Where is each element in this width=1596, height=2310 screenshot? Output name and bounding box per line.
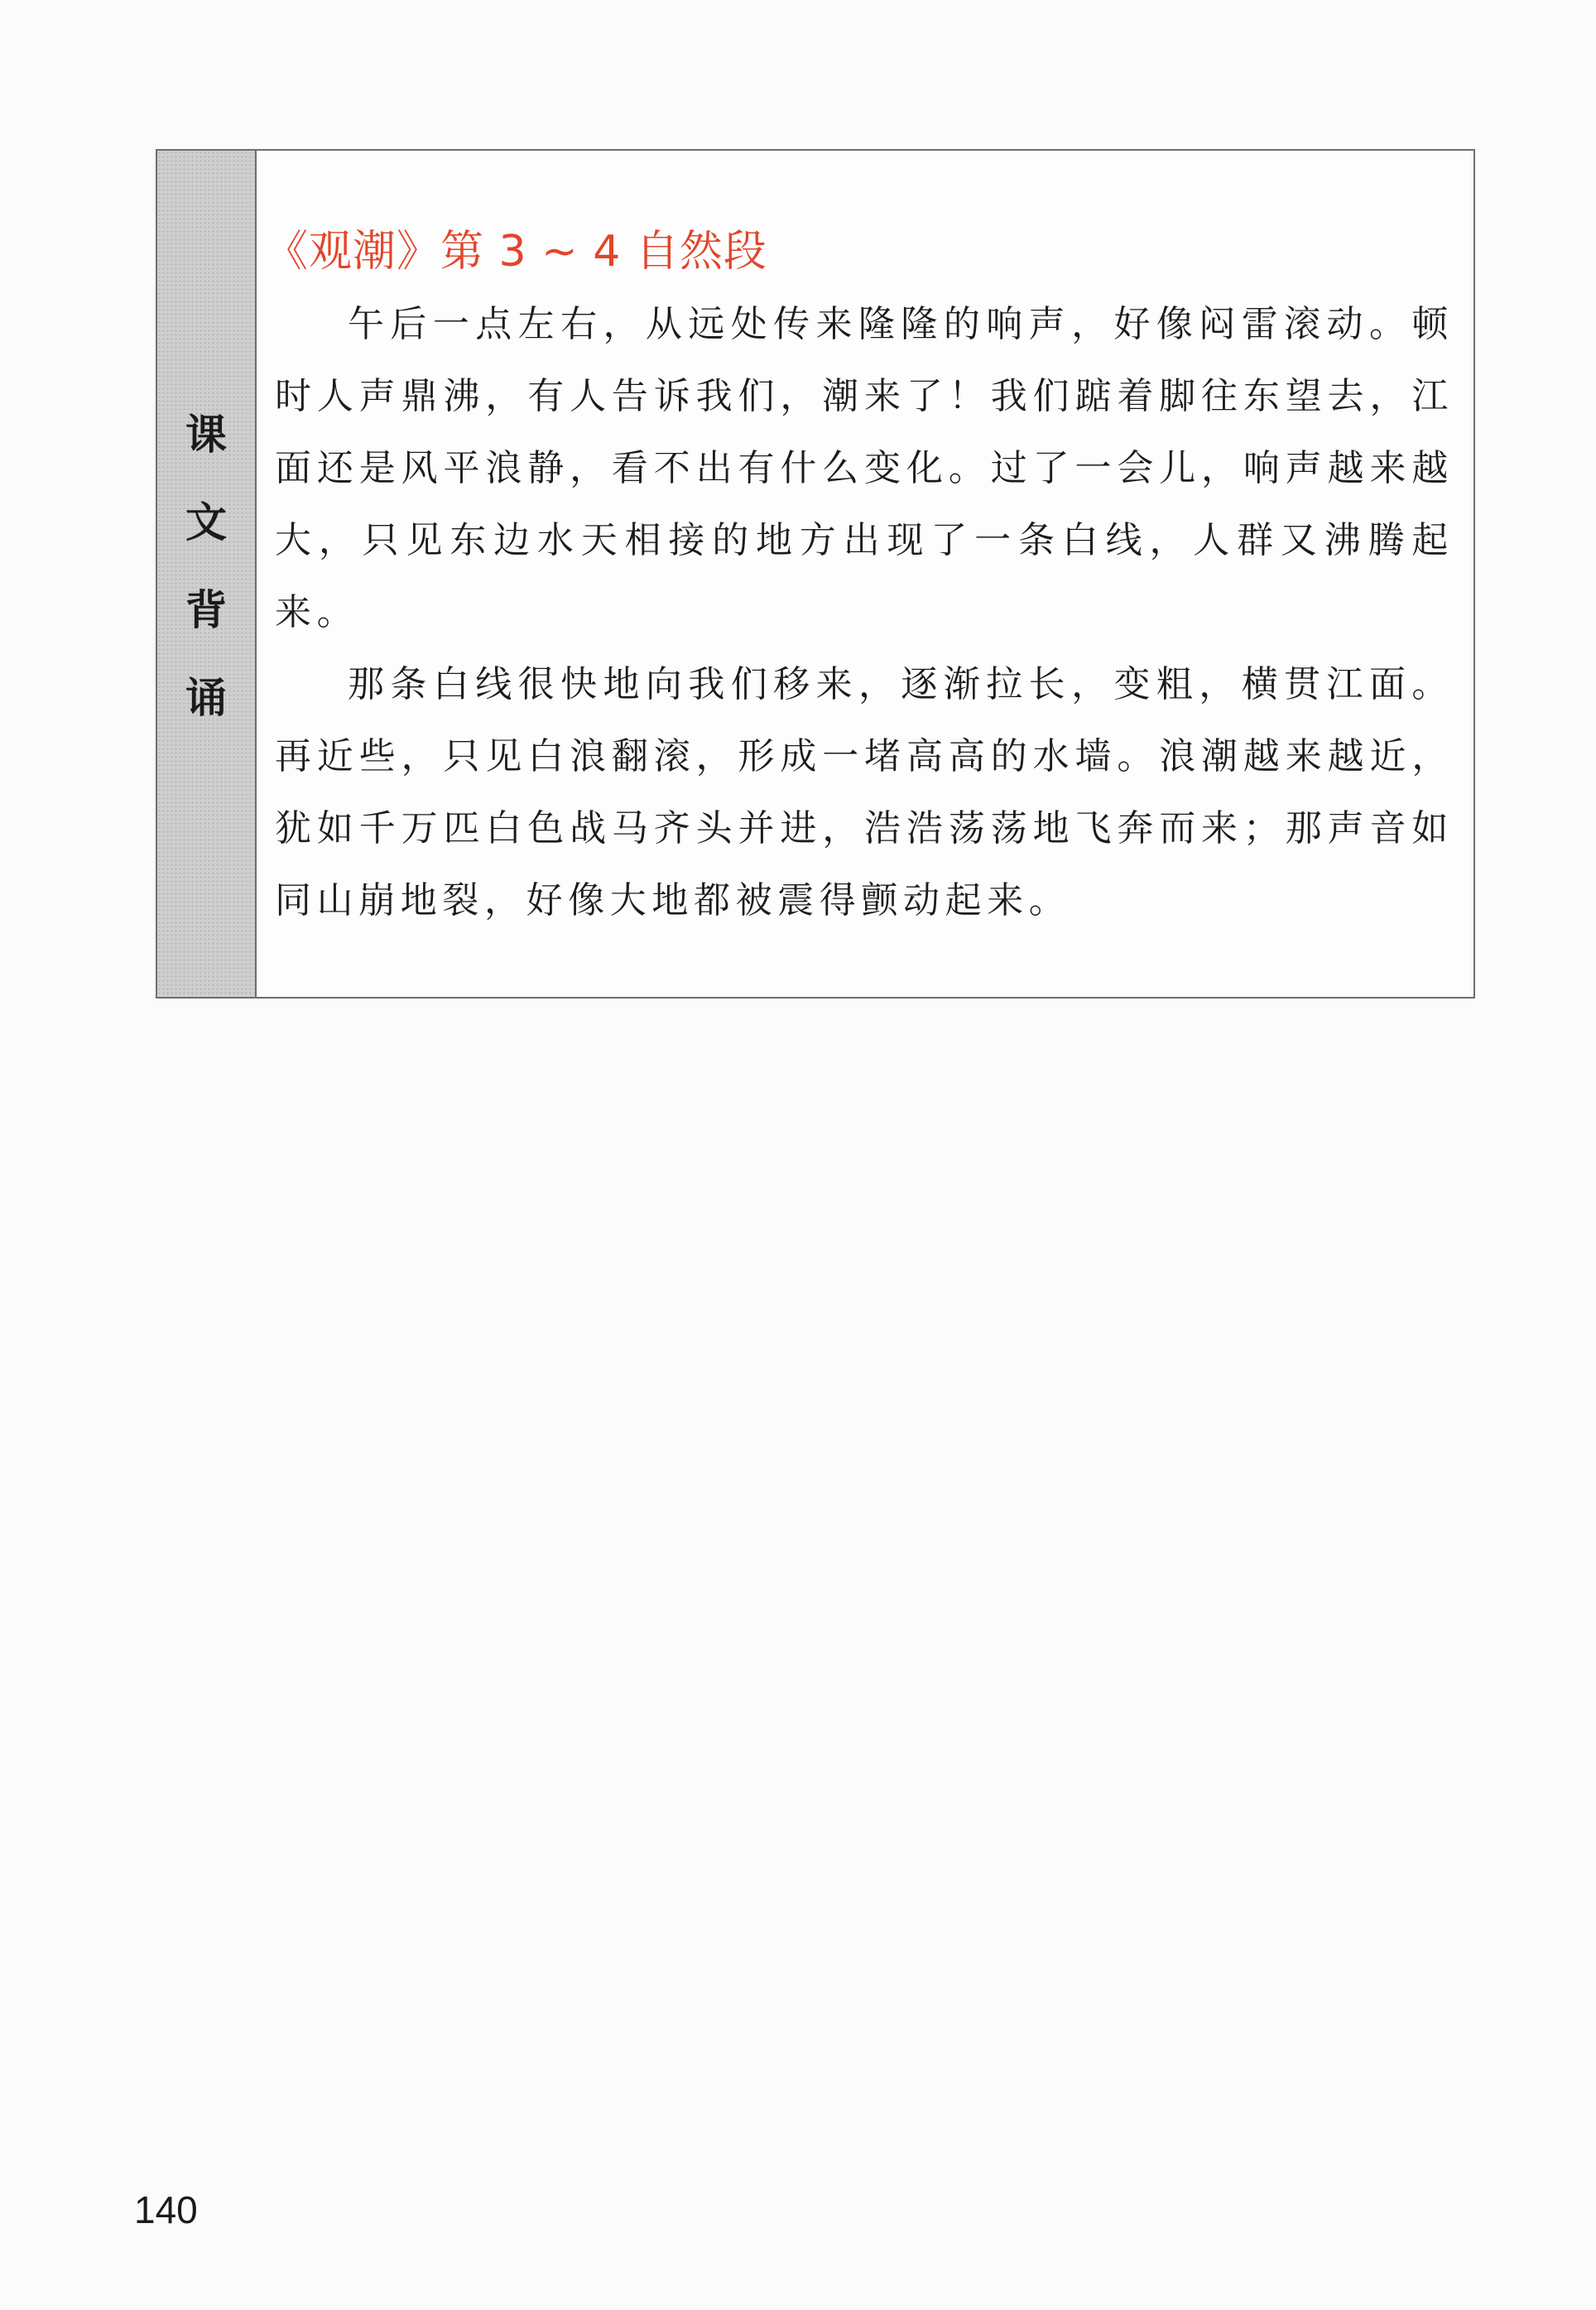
section-label-char: 背 [185,586,227,634]
section-label-char: 文 [185,498,227,546]
passage-content [257,151,1473,997]
section-label [157,151,257,997]
section-label-char: 课 [185,411,227,459]
paragraph: 午后一点左右，从远处传来隆隆的响声，好像闷雷滚动。顿时人声鼎沸，有人告诉我们，潮来了！我们踮着脚往东望去，江面还是风平浪静，看不出有什么变化。过了一会儿，响声越来越大，只见东边水天相接的地方出现了一条白线，人群又沸腾起来。 [275,303,1454,633]
recitation-box [156,149,1475,999]
paragraph: 那条白线很快地向我们移来，逐渐拉长，变粗，横贯江面。再近些，只见白浪翻滚，形成一堵高高的水墙。浪潮越来越近，犹如千万匹白色战马齐头并进，浩浩荡荡地飞奔而来；那声音如同山崩地裂，好像大地都被震得颤动起来。 [275,663,1454,922]
page-number: 140 [134,2188,198,2231]
passage-title: 《观潮》第 3 ~ 4 自然段 [265,227,767,277]
section-label-char: 诵 [185,674,227,722]
